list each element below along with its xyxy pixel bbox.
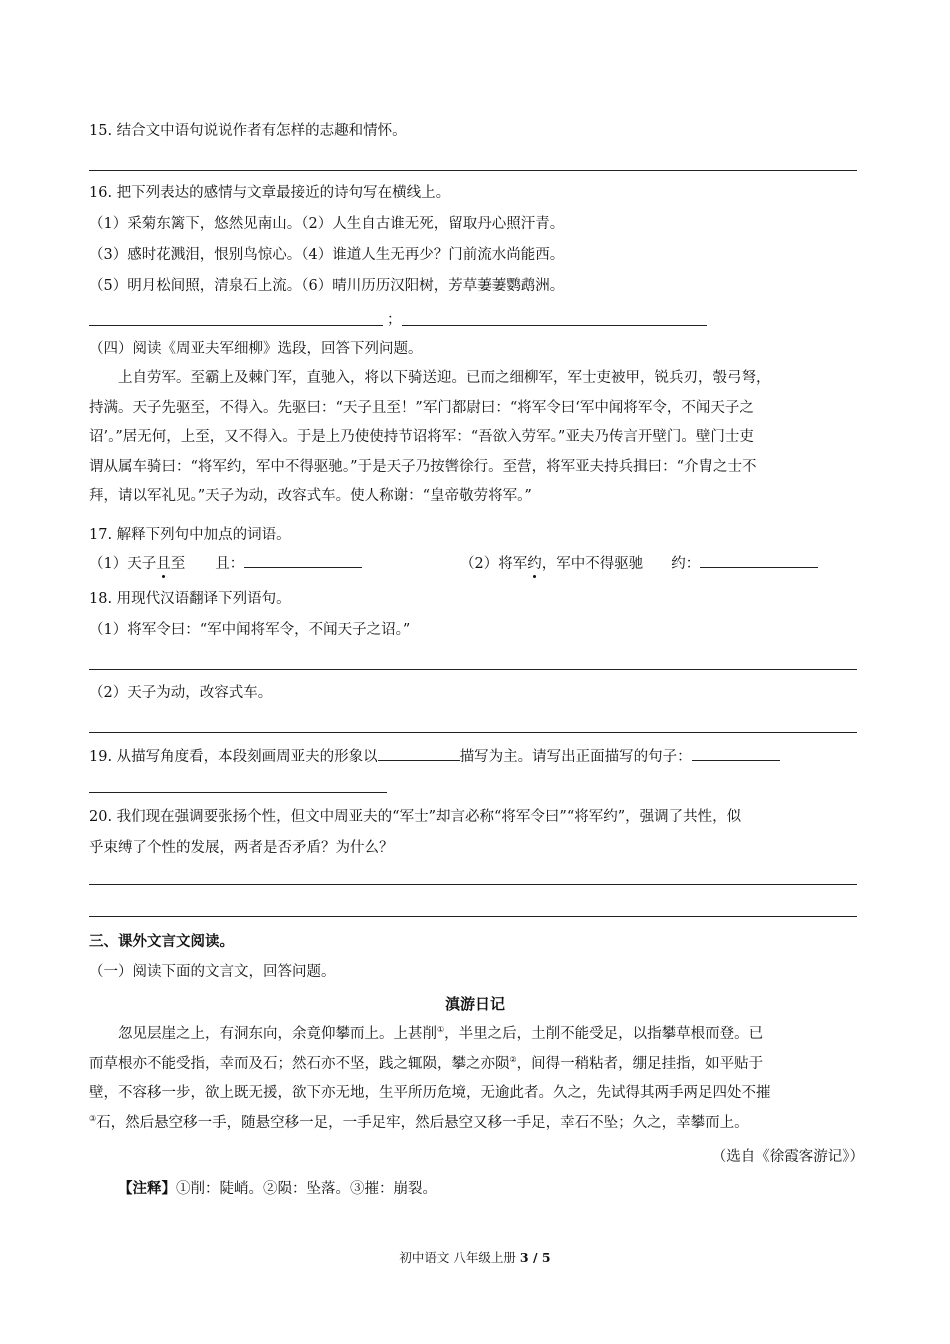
passage-line: 拜，请以军礼见。”天子为动，改容式车。使人称谢：“皇帝敬劳将军。” xyxy=(89,488,532,504)
q17-item1-label: 且： xyxy=(215,556,245,572)
section3-subheading: （一）阅读下面的文言文，回答问题。 xyxy=(89,964,336,980)
q15-prompt: 15. 结合文中语句说说作者有怎样的志趣和情怀。 xyxy=(89,123,407,139)
passage-text: 石，然后悬空移一手，随悬空移一足，一手足牢，然后悬空又移一手足，幸石不坠；久之，幸攀而上。 xyxy=(96,1114,749,1131)
section4-heading: （四）阅读《周亚夫军细柳》选段，回答下列问题。 xyxy=(89,341,423,357)
q20-prompt-line-1: 20. 我们现在强调要张扬个性，但文中周亚夫的“军士”却言必称“将军令曰”“将军约”，强调了共性，似 xyxy=(89,809,742,825)
q20-prompt-line-2: 乎束缚了个性的发展，两者是否矛盾？为什么？ xyxy=(89,840,394,856)
section3-heading: 三、课外文言文阅读。 xyxy=(89,933,234,950)
q19-blank-1[interactable] xyxy=(378,746,460,761)
q20-answer-line-2[interactable] xyxy=(89,916,857,917)
passage-text: 而草根亦不能受指，幸而及石；然石亦不坚，践之辄陨，攀之亦陨 xyxy=(89,1055,510,1072)
section4-passage xyxy=(89,364,866,512)
q17-item-2 xyxy=(460,553,818,574)
passage-line: 壁，不容移一步，欲上既无援，欲下亦无地，生平所历危境，无逾此者。久之，先试得其两手两足四处不摧 xyxy=(89,1085,771,1101)
q18-answer-line-2[interactable] xyxy=(89,732,857,733)
q15-answer-line[interactable] xyxy=(89,170,857,171)
q17-item-1 xyxy=(89,553,362,574)
footer-text: 初中语文 八年级上册 xyxy=(399,1250,516,1265)
q17-prompt: 17. 解释下列句中加点的词语。 xyxy=(89,527,291,543)
q16-answer-line-1[interactable] xyxy=(89,325,383,326)
q16-answer-line-2[interactable] xyxy=(402,325,707,326)
footnote-mark: ② xyxy=(509,1054,517,1064)
q18-answer-line-1[interactable] xyxy=(89,669,857,670)
passage-line xyxy=(89,1109,866,1139)
passage-text: 忽见层崖之上，有洞东向，余竟仰攀而上。上甚削 xyxy=(118,1026,437,1042)
passage-title: 滇游日记 xyxy=(444,995,505,1013)
passage-line xyxy=(89,1020,866,1050)
note-label: 【注释】 xyxy=(118,1180,176,1197)
q17-item1-text-a: （1）天子 xyxy=(89,556,157,572)
q19-prompt xyxy=(89,746,780,767)
note-text: ①削：陡峭。②陨：坠落。③摧：崩裂。 xyxy=(176,1181,437,1197)
q17-item1-text-b: 至 xyxy=(170,556,186,572)
passage-line: 谓从属车骑曰：“将军约，军中不得驱驰。”于是天子乃按辔徐行。至营，将军亚夫持兵揖曰：“介胄之士不 xyxy=(89,458,757,475)
q18-item-1: （1）将军令曰：“军中闻将军令，不闻天子之诏。” xyxy=(89,622,411,638)
q19-text-1: 19. 从描写角度看，本段刻画周亚夫的形象以 xyxy=(89,749,378,765)
section3-passage xyxy=(89,1020,866,1138)
q19-blank-2[interactable] xyxy=(692,746,780,761)
passage-text: ，半里之后，土削不能受足，以指攀草根而登。已 xyxy=(444,1026,764,1042)
q19-answer-line[interactable] xyxy=(89,792,387,793)
q16-option-line-2: （3）感时花溅泪，恨别鸟惊心。（4）谁道人生无再少？门前流水尚能西。 xyxy=(89,247,565,263)
footnote-mark: ① xyxy=(437,1025,445,1035)
q19-text-2: 描写为主。请写出正面描写的句子： xyxy=(459,749,692,765)
q17-item2-text-b: ，军中不得驱驰 xyxy=(541,556,644,572)
q16-option-line-1: （1）采菊东篱下，悠然见南山。（2）人生自古谁无死，留取丹心照汗青。 xyxy=(89,216,565,232)
passage-line: 上自劳军。至霸上及棘门军，直驰入，将以下骑送迎。已而之细柳军，军士吏被甲，锐兵刃，彀弓弩， xyxy=(118,370,771,386)
q18-prompt: 18. 用现代汉语翻译下列语句。 xyxy=(89,591,291,607)
q17-item2-text-a: （2）将军 xyxy=(460,556,528,572)
q18-item-2: （2）天子为动，改容式车。 xyxy=(89,685,273,701)
q16-option-line-3: （5）明月松间照，清泉石上流。（6）晴川历历汉阳树，芳草萋萋鹦鹉洲。 xyxy=(89,278,565,294)
passage-source: （选自《徐霞客游记》） xyxy=(711,1149,864,1165)
q17-item2-dotted-word: 约 xyxy=(527,556,542,572)
q16-prompt: 16. 把下列表达的感情与文章最接近的诗句写在横线上。 xyxy=(89,185,451,201)
footnote-mark: ③ xyxy=(89,1113,97,1123)
page-number: 3 / 5 xyxy=(519,1250,551,1265)
passage-line: 诏’。”居无何，上至，又不得入。于是上乃使使持节诏将军：“吾欲入劳军。”亚夫乃传言开壁门。壁门士吏 xyxy=(89,429,754,445)
q17-item1-dotted-word: 且 xyxy=(156,556,171,572)
annotation-note xyxy=(118,1179,437,1199)
passage-line: 持满。天子先驱至，不得入。先驱曰：“天子且至！”军门都尉曰：“将军令曰‘军中闻将军令，不闻天子之 xyxy=(89,399,754,416)
passage-line xyxy=(89,1050,866,1080)
page-footer xyxy=(0,1248,950,1266)
q20-answer-line-1[interactable] xyxy=(89,884,857,885)
q16-separator: ； xyxy=(387,312,402,328)
passage-text: ，间得一稍粘者，绷足挂指，如平贴于 xyxy=(516,1055,764,1072)
q17-item2-blank[interactable] xyxy=(700,553,818,568)
q17-item2-label: 约： xyxy=(671,556,701,572)
q17-item1-blank[interactable] xyxy=(244,553,362,568)
